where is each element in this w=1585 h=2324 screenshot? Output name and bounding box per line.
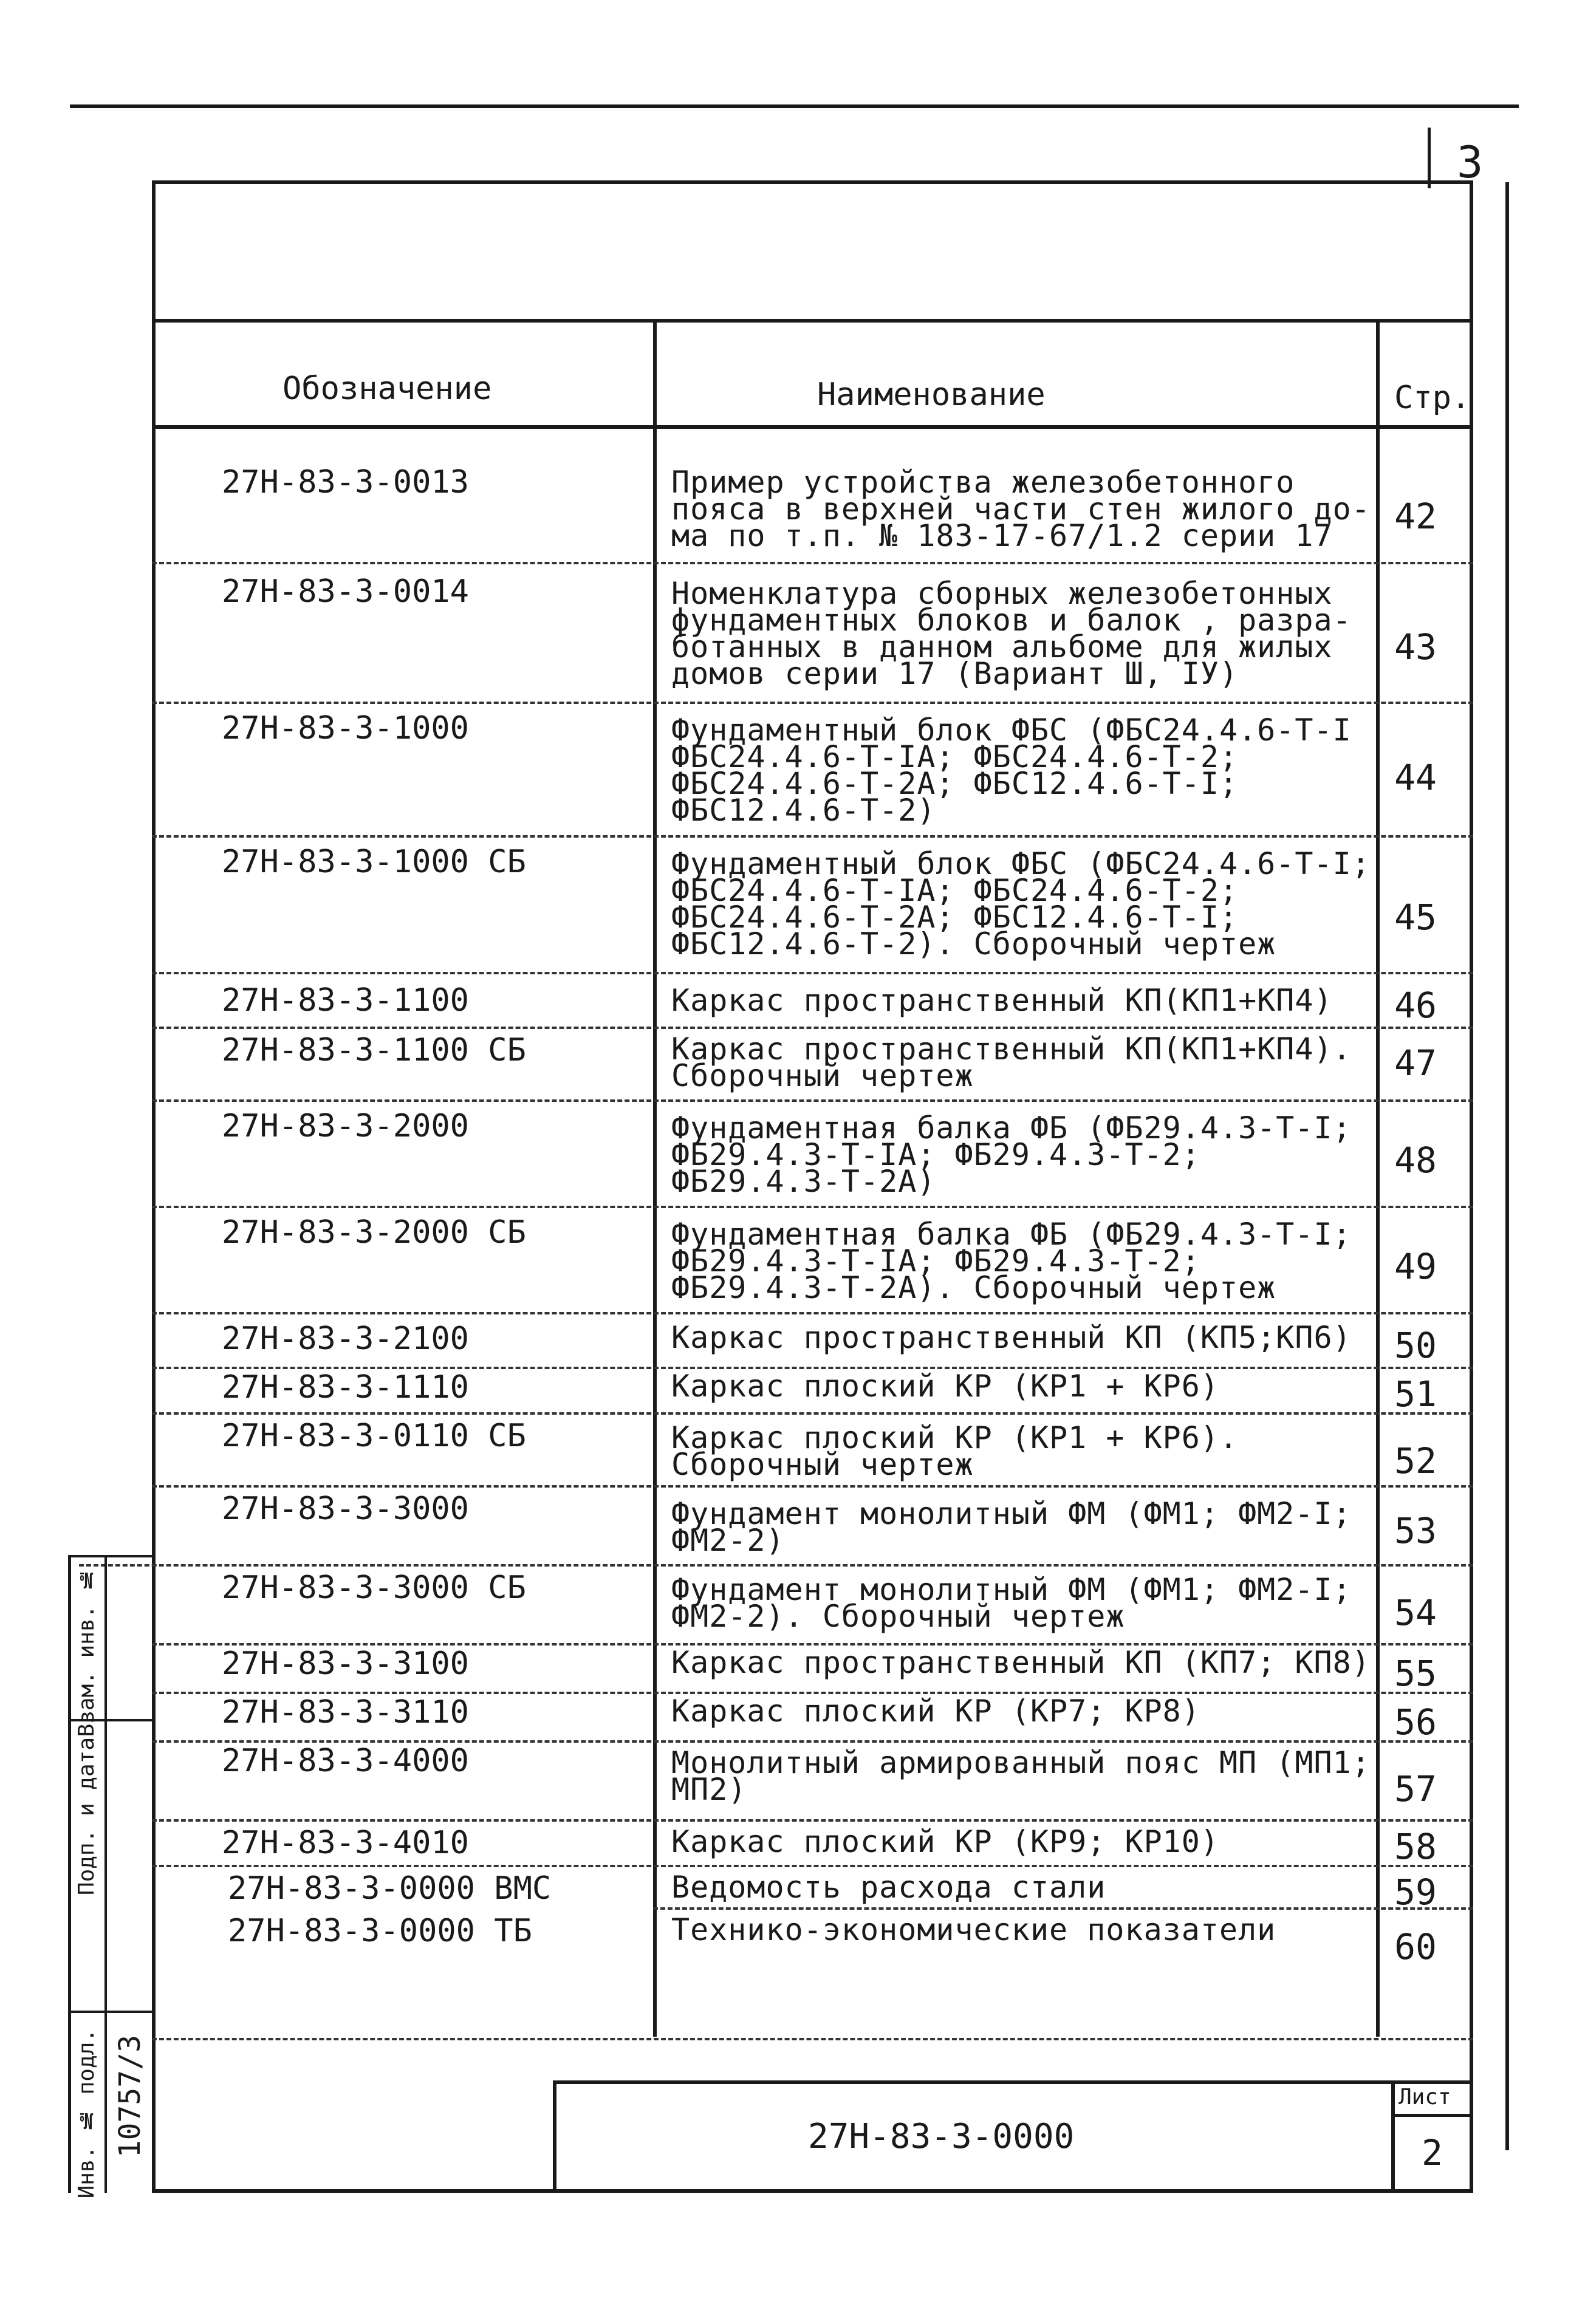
row-designation: 27Н-83-3-1100: [222, 982, 469, 1019]
side-stamp-inv-number: 10757/3: [113, 2035, 147, 2158]
header-designation: Обозначение: [282, 371, 492, 407]
row-name: Каркас плоский КР (КР1 + КР6). Сборочный чертеж: [671, 1420, 1239, 1482]
row-name: Фундаментная балка ФБ (ФБ29.4.3-Т-I; ФБ29.4.3-Т-IА; ФБ29.4.3-Т-2; ФБ29.4.3-Т-2А). Сборочный чертеж: [671, 1217, 1352, 1305]
row-separator: [152, 1485, 1473, 1488]
row-page: 46: [1394, 985, 1437, 1026]
title-block-left: [553, 2080, 556, 2193]
row-separator: [152, 1099, 1473, 1102]
header-top-line: [152, 319, 1473, 323]
row-page: 53: [1394, 1510, 1437, 1551]
row-page: 43: [1394, 626, 1437, 668]
sheet-corner-number: 3: [1457, 137, 1484, 188]
side-stamp-split-2: [68, 2011, 153, 2013]
row-page: 45: [1394, 897, 1437, 938]
row-page: 49: [1394, 1246, 1437, 1287]
row-separator: [152, 702, 1473, 704]
table-bottom-line: [152, 2038, 1473, 2040]
row-name: Каркас пространственный КП (КП5;КП6): [671, 1320, 1352, 1355]
row-separator: [152, 1206, 1473, 1208]
row-name: Каркас пространственный КП(КП1+КП4). Сборочный чертеж: [671, 1031, 1352, 1093]
row-designation: 27Н-83-3-4000: [222, 1743, 469, 1779]
side-stamp-outer-left: [68, 1555, 71, 2193]
row-separator: [152, 1027, 1473, 1029]
row-separator: [152, 1412, 1473, 1415]
row-designation: 27Н-83-3-0000 ТБ: [228, 1913, 532, 1949]
side-stamp-replace-inv: Взам. инв. №: [74, 1567, 99, 1737]
row-page: 42: [1394, 496, 1437, 537]
row-page: 54: [1394, 1592, 1437, 1633]
row-page: 57: [1394, 1768, 1437, 1810]
row-page: 60: [1394, 1926, 1437, 1967]
row-designation: 27Н-83-3-4010: [222, 1825, 469, 1861]
row-name: Фундаментный блок ФБС (ФБС24.4.6-Т-I ФБС24.4.6-Т-IА; ФБС24.4.6-Т-2; ФБС24.4.6-Т-2А; ФБС12.4.6-Т-I; ФБС12.4.6-Т-2): [671, 713, 1352, 828]
row-name: Каркас плоский КР (КР1 + КР6): [671, 1369, 1219, 1404]
row-page: 58: [1394, 1826, 1437, 1867]
row-name: Фундаментный блок ФБС (ФБС24.4.6-Т-I; ФБС24.4.6-Т-IА; ФБС24.4.6-Т-2; ФБС24.4.6-Т-2А; ФБС12.4.6-Т-I; ФБС12.4.6-Т-2). Сборочный чертеж: [671, 846, 1371, 962]
side-stamp-inv-orig: Инв. № подл.: [74, 2029, 99, 2199]
right-binding-line: [1505, 182, 1509, 2150]
side-stamp-divider: [104, 1555, 107, 2193]
row-separator: [152, 972, 1473, 974]
row-designation: 27Н-83-3-0013: [222, 464, 469, 501]
header-page: Стр.: [1394, 380, 1471, 416]
row-designation: 27Н-83-3-3110: [222, 1694, 469, 1731]
row-designation: 27Н-83-3-3100: [222, 1646, 469, 1682]
row-designation: 27Н-83-3-2100: [222, 1321, 469, 1357]
document-code: 27Н-83-3-0000: [808, 2117, 1075, 2156]
title-block-sheet-divider: [1391, 2080, 1395, 2193]
row-name: Фундамент монолитный ФМ (ФМ1; ФМ2-I; ФМ2-2): [671, 1496, 1352, 1558]
row-page: 55: [1394, 1653, 1437, 1694]
row-designation: 27Н-83-3-3000 СБ: [222, 1570, 526, 1606]
row-page: 47: [1394, 1042, 1437, 1084]
row-designation: 27Н-83-3-1000 СБ: [222, 844, 526, 880]
row-designation: 27Н-83-3-0000 ВМС: [228, 1870, 552, 1907]
row-name: Каркас пространственный КП (КП7; КП8): [671, 1645, 1371, 1680]
row-separator: [152, 1819, 1473, 1822]
row-designation: 27Н-83-3-2000 СБ: [222, 1214, 526, 1251]
row-name: Фундаментная балка ФБ (ФБ29.4.3-Т-I; ФБ29.4.3-Т-IА; ФБ29.4.3-Т-2; ФБ29.4.3-Т-2А): [671, 1110, 1352, 1199]
row-page: 59: [1394, 1871, 1437, 1913]
row-page: 50: [1394, 1325, 1437, 1366]
row-separator: [152, 835, 1473, 838]
top-rule: [70, 104, 1519, 108]
row-separator: [152, 562, 1473, 564]
row-name: Пример устройства железобетонного пояса в верхней части стен жилого до- ма по т.п. № 183-17-67/1.2 серии 17: [671, 465, 1371, 553]
row-designation: 27Н-83-3-1100 СБ: [222, 1032, 526, 1068]
row-name: Монолитный армированный пояс МП (МП1; МП2): [671, 1745, 1371, 1807]
row-designation: 27Н-83-3-0014: [222, 573, 469, 610]
row-name: Каркас пространственный КП(КП1+КП4): [671, 983, 1333, 1018]
side-stamp-top: [68, 1555, 153, 1557]
row-name: Ведомость расхода стали: [671, 1870, 1106, 1905]
row-designation: 27Н-83-3-3000: [222, 1491, 469, 1527]
column-divider-1: [653, 321, 657, 2037]
row-page: 51: [1394, 1373, 1437, 1415]
row-name: Каркас плоский КР (КР9; КР10): [671, 1824, 1219, 1859]
title-block-sheet-rule: [1391, 2114, 1473, 2117]
header-bottom-line: [152, 425, 1473, 429]
row-page: 44: [1394, 757, 1437, 798]
row-page: 56: [1394, 1701, 1437, 1743]
row-page: 52: [1394, 1440, 1437, 1482]
header-name: Наименование: [817, 377, 1046, 413]
row-designation: 27Н-83-3-0110 СБ: [222, 1418, 526, 1454]
sheet-number: 2: [1422, 2132, 1443, 2173]
row-name: Технико-экономические показатели: [671, 1912, 1276, 1947]
row-designation: 27Н-83-3-1000: [222, 710, 469, 747]
corner-box-left: [1428, 128, 1431, 188]
row-name: Номенклатура сборных железобетонных фундаментных блоков и балок , разра- ботанных в данном альбоме для жилых домов серии 17 (Вариант Ш, IУ): [671, 576, 1352, 691]
sheet-label: Лист: [1398, 2085, 1451, 2110]
row-name: Фундамент монолитный ФМ (ФМ1; ФМ2-I; ФМ2-2). Сборочный чертеж: [671, 1572, 1352, 1634]
row-designation: 27Н-83-3-2000: [222, 1108, 469, 1144]
title-block-top: [553, 2080, 1473, 2084]
side-stamp-sign-date: Подп. и дата: [74, 1737, 99, 1896]
row-name: Каркас плоский КР (КР7; КР8): [671, 1693, 1200, 1729]
row-separator: [79, 1564, 1473, 1567]
row-page: 48: [1394, 1140, 1437, 1181]
row-separator: [152, 1312, 1473, 1314]
row-separator: [653, 1907, 1473, 1910]
row-designation: 27Н-83-3-1110: [222, 1369, 469, 1406]
row-separator: [152, 1865, 1473, 1867]
